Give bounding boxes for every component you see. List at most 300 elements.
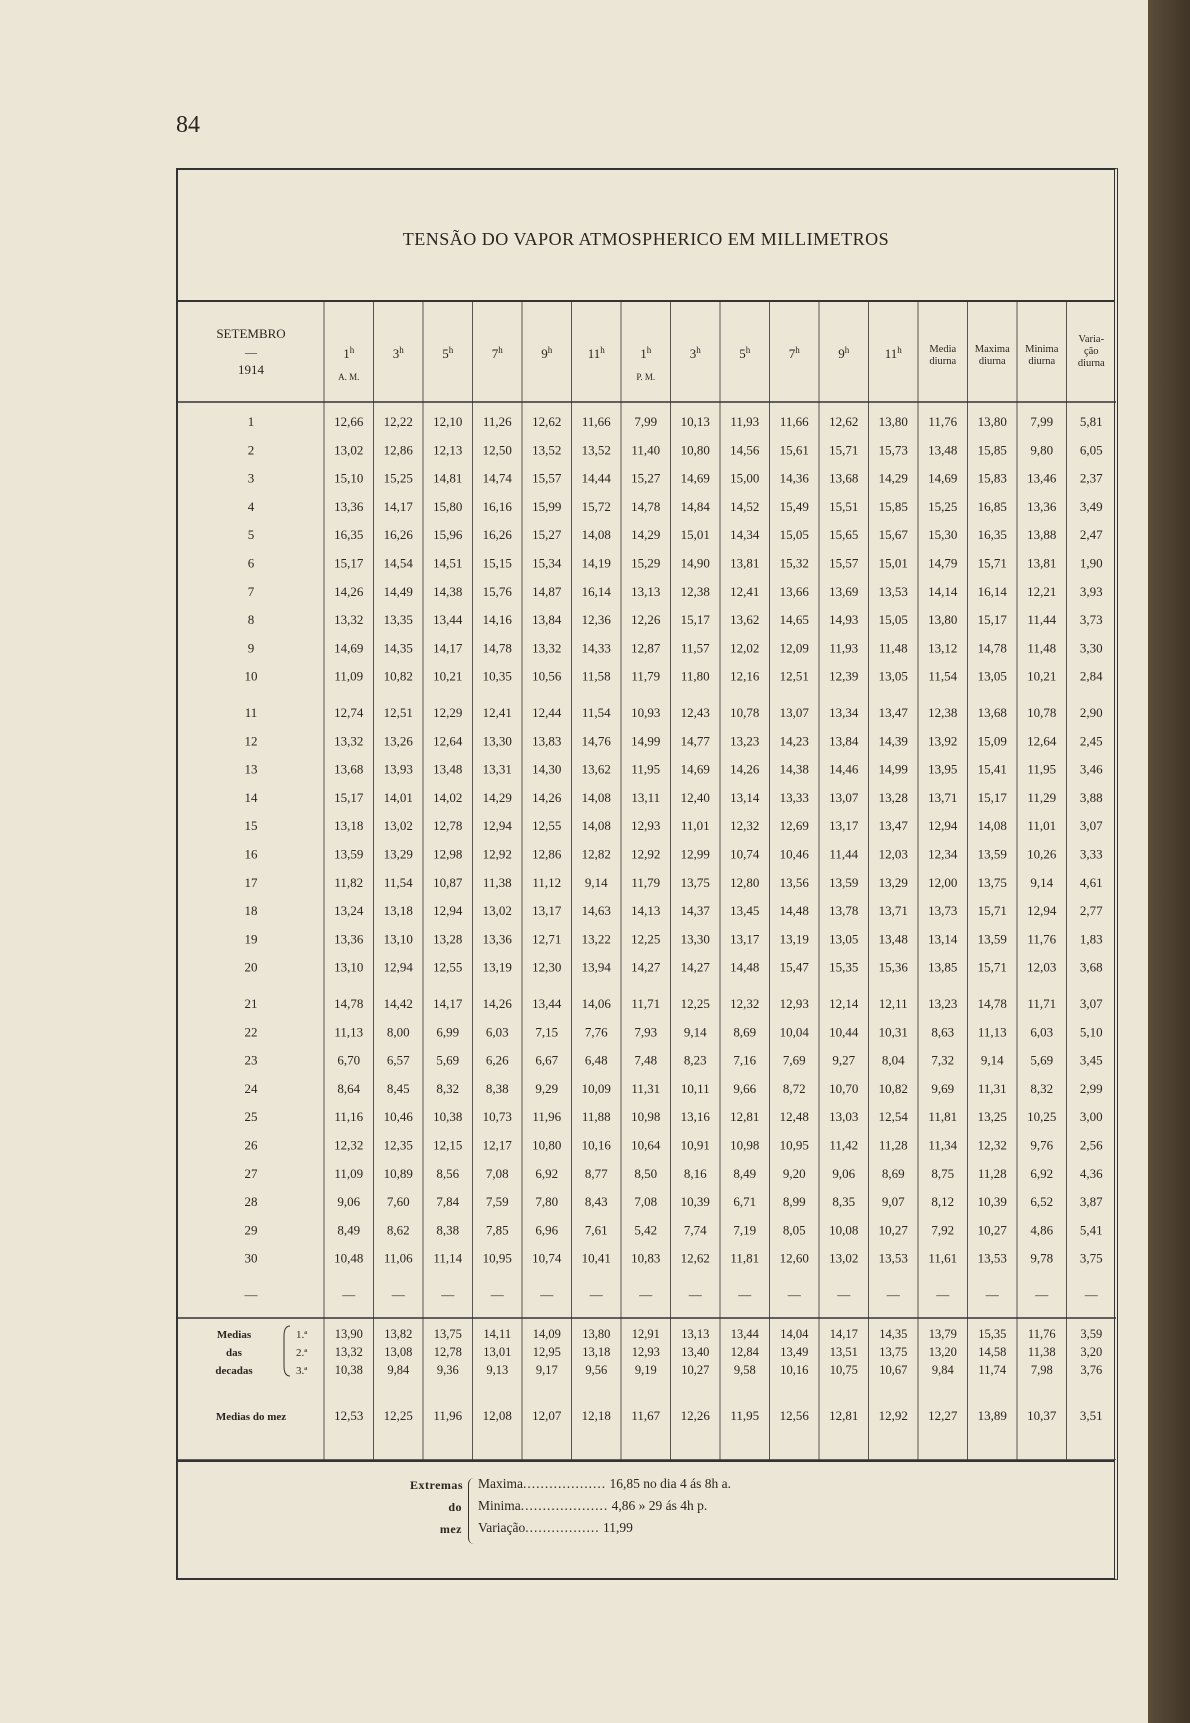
table-cell: 14,38 (779, 761, 809, 777)
table-cell: 2,84 (1079, 668, 1103, 684)
table-cell: 13,31 (482, 761, 512, 777)
table-cell: 11,76 (1027, 931, 1057, 947)
table-cell: 2,56 (1079, 1137, 1103, 1153)
extreme-name: Maxima (478, 1476, 523, 1491)
table-cell: 10,82 (878, 1080, 908, 1096)
table-cell: 12,87 (631, 640, 661, 656)
table-cell: 15,49 (779, 498, 809, 514)
table-cell: 8,04 (881, 1052, 905, 1068)
decade-cell: 13,79 (928, 1327, 957, 1341)
table-cell: 1,90 (1079, 555, 1103, 571)
table-cell: 13,62 (581, 761, 611, 777)
table-cell: 11,95 (631, 761, 661, 777)
table-cell: 15,17 (334, 555, 364, 571)
table-cell: 5,69 (1030, 1052, 1054, 1068)
table-cell: 6,99 (436, 1024, 460, 1040)
row-day: 29 (244, 1222, 258, 1238)
table-cell: 14,69 (680, 470, 710, 486)
header-am: A. M. (338, 372, 360, 382)
table-cell: 7,69 (782, 1052, 806, 1068)
table-cell: 11,44 (829, 846, 859, 862)
decade-cell: 11,38 (1027, 1345, 1056, 1359)
table-cell: 14,69 (680, 761, 710, 777)
table-cell: 11,16 (334, 1109, 364, 1125)
header-stat: diurna (1077, 358, 1105, 369)
table-cell: 12,13 (433, 442, 463, 458)
table-cell: 13,59 (334, 846, 364, 862)
row-day: 14 (244, 789, 258, 805)
decade-cell: 13,32 (334, 1345, 363, 1359)
table-cell: 13,53 (977, 1250, 1007, 1266)
table-cell: 12,10 (433, 414, 463, 429)
table-cell: 8,35 (832, 1194, 856, 1210)
table-cell: 7,99 (634, 414, 658, 429)
table-cell: 14,42 (383, 996, 413, 1011)
table-cell: 8,00 (386, 1024, 410, 1040)
table-cell: 9,69 (931, 1080, 955, 1096)
table-cell: 13,48 (433, 761, 463, 777)
table-cell: 16,85 (977, 498, 1007, 514)
table-cell: 11,54 (581, 705, 611, 720)
decade-cell: 12,91 (631, 1327, 660, 1341)
table-cell: 14,30 (532, 761, 562, 777)
table-cell: 7,32 (931, 1052, 955, 1068)
table-cell: 11,40 (631, 442, 661, 458)
table-cell: 13,12 (928, 640, 958, 656)
table-cell: 13,33 (779, 789, 809, 805)
table-cell: 10,09 (581, 1080, 611, 1096)
table-cell: 13,71 (928, 789, 958, 805)
table-cell: 13,78 (829, 903, 859, 919)
decade-cell: 14,58 (978, 1345, 1007, 1359)
table-cell: 12,93 (631, 818, 661, 834)
decade-cell: 10,38 (334, 1363, 363, 1377)
table-cell: 13,32 (334, 733, 364, 749)
table-cell: 10,70 (829, 1080, 859, 1096)
table-cell: 14,08 (581, 789, 611, 805)
decade-cell: 9,84 (387, 1363, 410, 1377)
row-day: 15 (244, 818, 258, 834)
row-day: 4 (247, 498, 255, 514)
table-cell: 13,68 (977, 705, 1007, 720)
decade-cell: 13,01 (483, 1345, 512, 1359)
table-cell: 10,13 (680, 414, 710, 429)
table-cell: 10,89 (383, 1165, 413, 1181)
table-cell: 8,32 (1030, 1080, 1054, 1096)
table-cell: 11,48 (878, 640, 908, 656)
table-cell: 9,66 (733, 1080, 757, 1096)
row-day: 13 (244, 761, 258, 777)
table-cell: 13,16 (680, 1109, 710, 1125)
table-cell: 3,68 (1079, 959, 1103, 975)
decades-brace (284, 1326, 290, 1376)
table-cell: 12,55 (433, 959, 463, 975)
table-cell: 14,26 (730, 761, 760, 777)
table-cell: 12,00 (928, 874, 958, 890)
month-mean-cell: 12,27 (928, 1408, 958, 1423)
table-cell: 15,71 (977, 555, 1007, 571)
table-cell: 9,14 (584, 874, 608, 890)
table-cell: 11,31 (977, 1080, 1007, 1096)
table-cell: 10,56 (532, 668, 562, 684)
table-cell: 12,74 (334, 705, 364, 720)
table-cell: 4,61 (1079, 874, 1103, 890)
table-cell: 10,95 (779, 1137, 809, 1153)
table-cell: 7,61 (584, 1222, 608, 1238)
table-cell: 11,28 (977, 1165, 1007, 1181)
table-cell: 11,06 (383, 1250, 413, 1266)
table-cell: 10,27 (878, 1222, 908, 1238)
table-cell: 4,86 (1030, 1222, 1054, 1238)
table-cell: 10,80 (680, 442, 710, 458)
table-cell: 13,71 (878, 903, 908, 919)
table-cell: 11,01 (1027, 818, 1057, 834)
header-stat: diurna (1028, 356, 1056, 367)
table-cell: 15,47 (779, 959, 809, 975)
extremes-label-2: do (448, 1500, 462, 1514)
decade-cell: 10,16 (780, 1363, 809, 1377)
table-cell: 4,36 (1079, 1165, 1103, 1181)
table-cell: 6,05 (1079, 442, 1103, 458)
table-cell: 12,14 (829, 996, 859, 1011)
table-cell: 15,57 (829, 555, 859, 571)
table-cell: 15,73 (878, 442, 908, 458)
table-cell: 10,21 (1027, 668, 1057, 684)
row-day: 28 (244, 1194, 258, 1210)
table-cell: 14,17 (383, 498, 413, 514)
table-cell: 3,00 (1079, 1109, 1103, 1125)
table-cell: 12,29 (433, 705, 463, 720)
table-cell: 8,43 (584, 1194, 608, 1210)
row-day: 10 (244, 668, 258, 684)
table-cell: 12,94 (928, 818, 958, 834)
table-frame (176, 168, 1118, 1580)
table-cell: 7,48 (634, 1052, 658, 1068)
table-cell: 13,34 (829, 705, 859, 720)
table-cell: 15,01 (680, 527, 710, 543)
table-cell: 13,59 (829, 874, 859, 890)
table-cell: 12,32 (730, 818, 760, 834)
table-cell: 6,26 (485, 1052, 509, 1068)
table-cell: 13,92 (928, 733, 958, 749)
table-cell: 8,12 (931, 1194, 955, 1210)
table-cell: 15,71 (977, 903, 1007, 919)
table-cell: 2,37 (1079, 470, 1103, 486)
table-cell: 12,48 (779, 1109, 809, 1125)
table-cell: 8,69 (733, 1024, 757, 1040)
table-cell: 13,44 (433, 612, 463, 628)
table-cell: 14,02 (433, 789, 463, 805)
table-cell: 13,32 (532, 640, 562, 656)
extremes-label-3: mez (439, 1522, 462, 1536)
table-cell: 11,61 (928, 1250, 958, 1266)
decade-cell: 12,78 (433, 1345, 462, 1359)
dash-cell: — (639, 1287, 653, 1302)
table-cell: 13,83 (532, 733, 562, 749)
table-cell: 15,25 (928, 498, 958, 514)
table-cell: 12,94 (433, 903, 463, 919)
table-cell: 6,71 (733, 1194, 757, 1210)
table-cell: 13,56 (779, 874, 809, 890)
table-cell: 13,69 (829, 583, 859, 599)
row-day: 26 (244, 1137, 258, 1153)
table-cell: 12,55 (532, 818, 562, 834)
table-cell: 12,62 (829, 414, 859, 429)
table-cell: 7,99 (1030, 414, 1054, 429)
table-cell: 14,27 (631, 959, 661, 975)
table-cell: 15,51 (829, 498, 859, 514)
row-day: 19 (244, 931, 258, 947)
table-cell: 14,78 (977, 640, 1007, 656)
table-cell: 2,45 (1079, 733, 1103, 749)
table-cell: 14,54 (383, 555, 413, 571)
page-number: 84 (176, 112, 200, 138)
extreme-value: 11,99 (602, 1520, 633, 1535)
decade-cell: 15,35 (978, 1327, 1007, 1341)
table-cell: 8,69 (881, 1165, 905, 1181)
table-cell: 8,32 (436, 1080, 460, 1096)
table-cell: 14,76 (581, 733, 611, 749)
table-cell: 10,46 (383, 1109, 413, 1125)
table-cell: 12,36 (581, 612, 611, 628)
table-cell: 10,38 (433, 1109, 463, 1125)
table-cell: 15,71 (977, 959, 1007, 975)
decades-label: decadas (215, 1365, 253, 1377)
decade-cell: 11,74 (978, 1363, 1007, 1377)
decade-cell: 9,84 (931, 1363, 954, 1377)
table-cell: 14,63 (581, 903, 611, 919)
decade-cell: 3,59 (1080, 1327, 1103, 1341)
table-cell: 15,57 (532, 470, 562, 486)
table-cell: 14,93 (829, 612, 859, 628)
table-cell: 7,59 (485, 1194, 509, 1210)
table-cell: 16,35 (334, 527, 364, 543)
table-cell: 14,65 (779, 612, 809, 628)
table-cell: 15,27 (532, 527, 562, 543)
extreme-variacao: Variação................. 11,99 (478, 1520, 633, 1535)
table-cell: 13,18 (334, 818, 364, 834)
table-cell: 14,90 (680, 555, 710, 571)
decade-cell: 3,20 (1080, 1345, 1103, 1359)
table-cell: 8,77 (584, 1165, 608, 1181)
table-cell: 13,25 (977, 1109, 1007, 1125)
header-hour: 9$^h$ (541, 345, 553, 361)
table-cell: 6,52 (1030, 1194, 1054, 1210)
table-cell: 14,69 (928, 470, 958, 486)
title-area (178, 170, 1114, 302)
table-cell: 13,53 (878, 583, 908, 599)
month-mean-cell: 12,18 (581, 1408, 611, 1423)
table-cell: 12,78 (433, 818, 463, 834)
table-cell: 12,25 (631, 931, 661, 947)
header-hour: 7$^h$ (788, 345, 800, 361)
table-cell: 11,71 (631, 996, 661, 1011)
month-mean-cell: 12,53 (334, 1408, 364, 1423)
table-cell: 10,26 (1027, 846, 1057, 862)
table-cell: 11,13 (334, 1024, 364, 1040)
extreme-note: no dia 4 ás 8h a. (643, 1476, 731, 1491)
decade-cell: 13,82 (384, 1327, 413, 1341)
table-cell: 14,38 (433, 583, 463, 599)
table-cell: 12,62 (680, 1250, 710, 1266)
month-mean-cell: 10,37 (1027, 1408, 1057, 1423)
table-cell: 10,48 (334, 1250, 364, 1266)
table-cell: 13,73 (928, 903, 958, 919)
table-cell: 14,01 (383, 789, 413, 805)
table-cell: 13,94 (581, 959, 611, 975)
decade-number: 1.ª (296, 1329, 308, 1341)
table-cell: 10,74 (730, 846, 760, 862)
table-cell: 14,44 (581, 470, 611, 486)
table-cell: 12,69 (779, 818, 809, 834)
extreme-note: » 29 ás 4h p. (638, 1498, 708, 1513)
table-cell: 10,98 (730, 1137, 760, 1153)
decade-cell: 13,44 (730, 1327, 759, 1341)
table-cell: 15,35 (829, 959, 859, 975)
table-cell: 12,98 (433, 846, 463, 862)
table-cell: 15,85 (977, 442, 1007, 458)
header-hour: 7$^h$ (491, 345, 503, 361)
month-mean-cell: 3,51 (1079, 1408, 1103, 1423)
table-cell: 10,64 (631, 1137, 661, 1153)
table-cell: 14,46 (829, 761, 859, 777)
table-cell: 12,16 (730, 668, 760, 684)
table-cell: 10,91 (680, 1137, 710, 1153)
row-day: 18 (244, 903, 258, 919)
table-cell: 14,51 (433, 555, 463, 571)
table-cell: 10,93 (631, 705, 661, 720)
table-cell: 10,35 (482, 668, 512, 684)
table-cell: 9,20 (782, 1165, 806, 1181)
row-day: 3 (247, 470, 255, 486)
table-cell: 12,25 (680, 996, 710, 1011)
table-cell: 14,17 (433, 640, 463, 656)
dash-cell: — (490, 1287, 504, 1302)
table-cell: 10,95 (482, 1250, 512, 1266)
table-cell: 3,07 (1079, 996, 1103, 1011)
table-cell: 13,47 (878, 705, 908, 720)
table-cell: 12,11 (878, 996, 908, 1011)
table-cell: 16,14 (581, 583, 611, 599)
table-cell: 7,85 (485, 1222, 509, 1238)
table-cell: 13,10 (334, 959, 364, 975)
decade-cell: 14,09 (532, 1327, 561, 1341)
table-cell: 14,17 (433, 996, 463, 1011)
table-cell: 2,99 (1079, 1080, 1103, 1096)
table-cell: 12,26 (631, 612, 661, 628)
table-cell: 7,80 (535, 1194, 559, 1210)
table-cell: 5,10 (1079, 1024, 1103, 1040)
table-cell: 12,51 (779, 668, 809, 684)
table-cell: 13,02 (482, 903, 512, 919)
table-cell: 5,42 (634, 1222, 658, 1238)
decade-cell: 10,75 (829, 1363, 858, 1377)
table-cell: 11,79 (631, 668, 661, 684)
table-cell: 11,96 (532, 1109, 562, 1125)
table-cell: 10,73 (482, 1109, 512, 1125)
table-cell: 7,19 (733, 1222, 757, 1238)
table-cell: 15,32 (779, 555, 809, 571)
table-cell: 8,05 (782, 1222, 806, 1238)
table-cell: 10,87 (433, 874, 463, 890)
table-cell: 13,11 (631, 789, 661, 805)
row-day: 17 (244, 874, 258, 890)
table-cell: 10,21 (433, 668, 463, 684)
table-cell: 15,41 (977, 761, 1007, 777)
header-hour: 5$^h$ (442, 345, 454, 361)
header-stat: Media (929, 344, 957, 355)
table-cell: 12,41 (730, 583, 760, 599)
table-cell: 12,30 (532, 959, 562, 975)
table-cell: 8,62 (386, 1222, 410, 1238)
table-cell: 11,95 (1027, 761, 1057, 777)
table-cell: 12,43 (680, 705, 710, 720)
table-cell: 11,31 (631, 1080, 661, 1096)
extremes-section (178, 1460, 1114, 1582)
dash-cell: — (391, 1287, 405, 1302)
table-cell: 13,29 (383, 846, 413, 862)
table-cell: 11,13 (977, 1024, 1007, 1040)
table-cell: 13,29 (878, 874, 908, 890)
decade-cell: 9,58 (733, 1363, 756, 1377)
table-cell: 13,48 (928, 442, 958, 458)
table-cell: 15,61 (779, 442, 809, 458)
decade-cell: 12,95 (532, 1345, 561, 1359)
table-cell: 13,85 (928, 959, 958, 975)
table-cell: 7,92 (931, 1222, 955, 1238)
table-cell: 6,96 (535, 1222, 559, 1238)
table-cell: 6,67 (535, 1052, 559, 1068)
dash-cell: — (244, 1287, 258, 1302)
table-cell: 12,60 (779, 1250, 809, 1266)
row-day: 6 (247, 555, 255, 571)
table-cell: 2,90 (1079, 705, 1103, 720)
month-mean-cell: 12,81 (829, 1408, 859, 1423)
table-cell: 7,08 (634, 1194, 658, 1210)
table-cell: 10,11 (680, 1080, 710, 1096)
decade-cell: 14,11 (483, 1327, 512, 1341)
table-cell: 13,18 (383, 903, 413, 919)
row-day: 25 (244, 1109, 258, 1125)
decade-cell: 13,20 (928, 1345, 957, 1359)
table-cell: 15,65 (829, 527, 859, 543)
table-cell: 3,46 (1079, 761, 1103, 777)
decade-cell: 13,75 (879, 1345, 908, 1359)
table-cell: 10,08 (829, 1222, 859, 1238)
table-cell: 13,05 (829, 931, 859, 947)
table-cell: 15,17 (680, 612, 710, 628)
table-cell: 13,84 (532, 612, 562, 628)
table-cell: 14,78 (631, 498, 661, 514)
table-cell: 12,44 (532, 705, 562, 720)
table-cell: 11,79 (631, 874, 661, 890)
table-cell: 14,48 (730, 959, 760, 975)
table-cell: 15,05 (779, 527, 809, 543)
row-day: 24 (244, 1080, 258, 1096)
dash-cell: — (342, 1287, 356, 1302)
table-cell: 2,47 (1079, 527, 1103, 543)
table-cell: 13,68 (829, 470, 859, 486)
dash-cell: — (886, 1287, 900, 1302)
header-stat: Maxima (974, 344, 1010, 355)
table-cell: 14,29 (631, 527, 661, 543)
table-cell: 13,52 (532, 442, 562, 458)
table-cell: 10,39 (680, 1194, 710, 1210)
table-cell: 12,32 (977, 1137, 1007, 1153)
table-cell: 10,31 (878, 1024, 908, 1040)
table-cell: 13,30 (680, 931, 710, 947)
table-cell: 11,34 (928, 1137, 958, 1153)
